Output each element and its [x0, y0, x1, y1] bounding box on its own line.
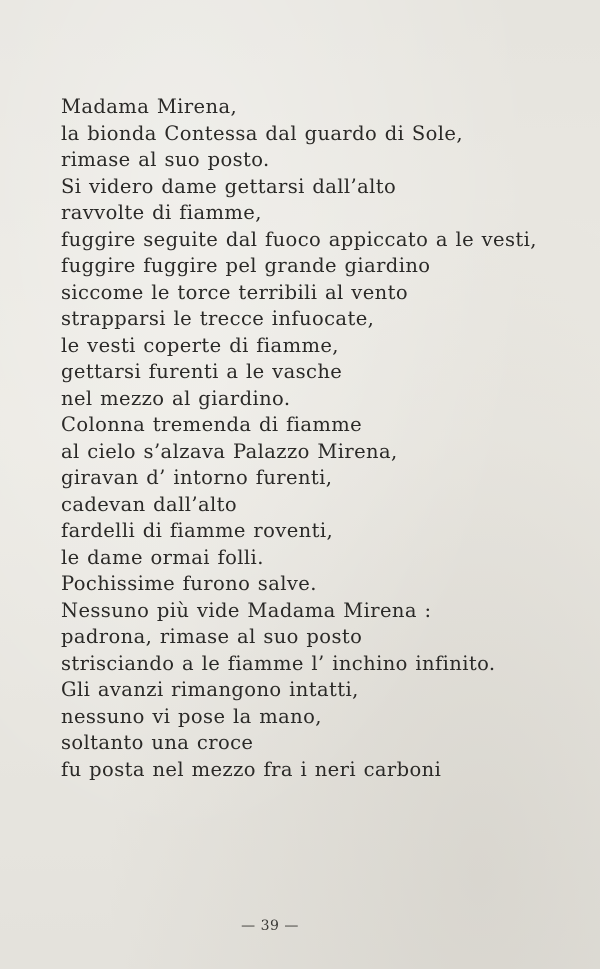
- poem-line: fardelli di fiamme roventi,: [61, 519, 334, 542]
- poem-line: ravvolte di fiamme,: [61, 201, 262, 224]
- poem-line: giravan d’ intorno furenti,: [61, 466, 333, 489]
- poem-line: Colonna tremenda di fiamme: [61, 413, 363, 436]
- poem-line: al cielo s’alzava Palazzo Mirena,: [61, 439, 398, 463]
- page-number: — 39 —: [241, 918, 299, 934]
- poem-line: le dame ormai folli.: [61, 545, 264, 569]
- poem-line: Pochissime furono salve.: [61, 572, 317, 595]
- poem-line: le vesti coperte di fiamme,: [61, 333, 339, 357]
- poem-line: gettarsi furenti a le vasche: [61, 360, 343, 383]
- poem-line: padrona, rimase al suo posto: [61, 625, 363, 648]
- poem-text: [61, 94, 537, 783]
- poem-line: nessuno vi pose la mano,: [61, 704, 322, 728]
- poem-line: Madama Mirena,: [61, 95, 238, 118]
- poem-line: Si videro dame gettarsi dall’alto: [61, 174, 397, 198]
- poem-line: la bionda Contessa dal guardo di Sole,: [61, 121, 463, 145]
- poem-line: strapparsi le trecce infuocate,: [61, 307, 375, 330]
- poem-line: Nessuno più vide Madama Mirena :: [61, 598, 432, 622]
- poem-line: fu posta nel mezzo fra i neri carboni: [61, 757, 442, 781]
- poem-line: Gli avanzi rimangono intatti,: [61, 678, 359, 701]
- poem-line: nel mezzo al giardino.: [61, 386, 291, 410]
- poem-line: fuggire seguite dal fuoco appiccato a le vesti,: [61, 227, 537, 251]
- poem-line: rimase al suo posto.: [61, 148, 270, 171]
- poem-line: soltanto una croce: [61, 731, 254, 754]
- poem-line: fuggire fuggire pel grande giardino: [61, 254, 431, 277]
- poem-line: cadevan dall’alto: [61, 492, 237, 516]
- poem-line: siccome le torce terribili al vento: [61, 280, 408, 304]
- poem-line: strisciando a le fiamme l’ inchino infinito.: [61, 651, 496, 675]
